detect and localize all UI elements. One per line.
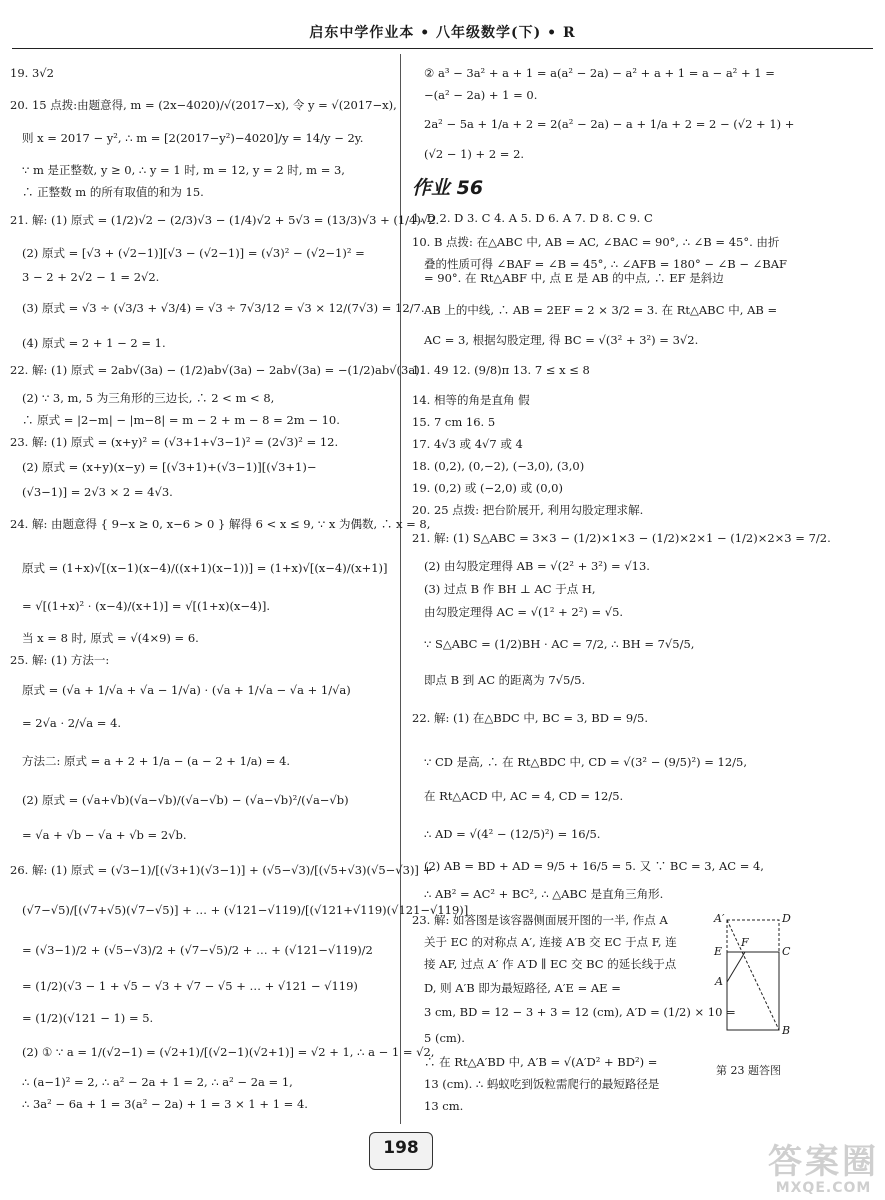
answer-line: (√3−1)] = 2√3 × 2 = 4√3. xyxy=(22,485,173,499)
answer-line: 26. 解: (1) 原式 = (√3−1)/[(√3+1)(√3−1)] + (√5−√3)/[(√5+√3)(√5−√3)] + xyxy=(10,863,433,877)
answer-line: 方法二: 原式 = a + 2 + 1/a − (a − 2 + 1/a) = 4. xyxy=(22,754,291,768)
answer-line: 19. 3√2 xyxy=(10,66,54,80)
answer-line: AB 上的中线, ∴ AB = 2EF = 2 × 3/2 = 3. 在 Rt△ABC 中, AB = xyxy=(424,303,778,317)
answer-line: (2) 原式 = (x+y)(x−y) = [(√3+1)+(√3−1)][(√3+1)− xyxy=(22,460,317,474)
container-rectangle xyxy=(727,952,779,1030)
figure-label: B xyxy=(782,1024,791,1037)
answer-line: = 2√a · 2/√a = 4. xyxy=(22,716,122,730)
answer-line: 接 AF, 过点 A′ 作 A′D ∥ EC 交 BC 的延长线于点 xyxy=(424,957,677,971)
section-title: 作业 56 xyxy=(412,177,484,199)
answer-line: 3 cm, BD = 12 − 3 + 3 = 12 (cm), A′D = (1/2) × 10 = xyxy=(424,1005,736,1019)
answer-line: = (√3−1)/2 + (√5−√3)/2 + (√7−√5)/2 + … + (√121−√119)/2 xyxy=(22,943,373,957)
answer-line: 关于 EC 的对称点 A′, 连接 A′B 交 EC 于点 F, 连 xyxy=(424,935,677,949)
answer-line: 原式 = (√a + 1/√a + √a − 1/√a) · (√a + 1/√a − √a + 1/√a) xyxy=(22,683,351,697)
answer-line: 原式 = (1+x)√[(x−1)(x−4)/((x+1)(x−1))] = (1+x)√[(x−4)/(x+1)] xyxy=(22,561,388,575)
answer-line: (√7−√5)/[(√7+√5)(√7−√5)] + … + (√121−√119)/[(√121+√119)(√121−√119)] xyxy=(22,903,469,917)
answer-line: 24. 解: 由题意得 { 9−x ≥ 0, x−6 > 0 } 解得 6 < x ≤ 9, ∵ x 为偶数, ∴ x = 8, xyxy=(10,517,431,531)
answer-line: 19. (0,2) 或 (−2,0) 或 (0,0) xyxy=(412,481,563,495)
answer-line: (3) 原式 = √3 ÷ (√3/3 + √3/4) = √3 ÷ 7√3/12 = √3 × 12/(7√3) = 12/7. xyxy=(22,301,425,315)
answer-line: 15. 7 cm 16. 5 xyxy=(412,415,496,429)
answer-line: 13 cm. xyxy=(424,1099,464,1113)
figure-label: C xyxy=(782,945,791,958)
running-header: 启东中学作业本 • 八年级数学(下) • R xyxy=(309,25,576,41)
answer-line: (4) 原式 = 2 + 1 − 2 = 1. xyxy=(22,336,166,350)
answer-line: AC = 3, 根据勾股定理, 得 BC = √(3² + 3²) = 3√2. xyxy=(424,333,699,347)
answer-line: 则 x = 2017 − y², ∴ m = [2(2017−y²)−4020]/y = 14/y − 2y. xyxy=(22,131,364,145)
answer-line: 21. 解: (1) S△ABC = 3×3 − (1/2)×1×3 − (1/2)×2×1 − (1/2)×2×3 = 7/2. xyxy=(412,531,831,545)
answer-line: 25. 解: (1) 方法一: xyxy=(10,653,110,667)
answer-line: D, 则 A′B 即为最短路径, A′E = AE = xyxy=(424,981,621,995)
answer-line: 在 Rt△ACD 中, AC = 4, CD = 12/5. xyxy=(424,789,624,803)
answer-line: 5 (cm). xyxy=(424,1031,465,1045)
figure-label: A xyxy=(715,975,723,988)
figure-caption: 第 23 题答图 xyxy=(716,1064,781,1077)
answer-line: (2) AB = BD + AD = 9/5 + 16/5 = 5. 又 ∵ BC = 3, AC = 4, xyxy=(424,859,764,873)
watermark-logo xyxy=(768,1144,879,1196)
answer-line: (2) 由勾股定理得 AB = √(2² + 3²) = √13. xyxy=(424,559,650,573)
answer-line: (3) 过点 B 作 BH ⊥ AC 于点 H, xyxy=(424,582,596,596)
answer-line: 22. 解: (1) 在△BDC 中, BC = 3, BD = 9/5. xyxy=(412,711,649,725)
answer-line: (2) ① ∵ a = 1/(√2−1) = (√2+1)/[(√2−1)(√2+1)] = √2 + 1, ∴ a − 1 = √2, xyxy=(22,1045,435,1059)
answer-line: 1. D 2. D 3. C 4. A 5. D 6. A 7. D 8. C 9. C xyxy=(412,211,653,225)
answer-line: (2) ∵ 3, m, 5 为三角形的三边长, ∴ 2 < m < 8, xyxy=(22,391,275,405)
answer-line: 即点 B 到 AC 的距离为 7√5/5. xyxy=(424,673,586,687)
page-number: 198 xyxy=(369,1132,433,1170)
answer-line: ∵ m 是正整数, y ≥ 0, ∴ y = 1 时, m = 12, y = 2 时, m = 3, xyxy=(22,163,345,177)
answer-line: 23. 解: (1) 原式 = (x+y)² = (√3+1+√3−1)² = (2√3)² = 12. xyxy=(10,435,339,449)
answer-line: 20. 15 点拨:由题意得, m = (2x−4020)/√(2017−x), 令 y = √(2017−x), xyxy=(10,98,397,112)
answer-line: 17. 4√3 或 4√7 或 4 xyxy=(412,437,523,451)
header-rule xyxy=(12,48,873,49)
answer-line: (2) 原式 = [√3 + (√2−1)][√3 − (√2−1)] = (√3)² − (√2−1)² = xyxy=(22,246,365,260)
answer-line: = (1/2)(√121 − 1) = 5. xyxy=(22,1011,154,1025)
figure-label: A′ xyxy=(714,912,725,925)
answer-line: ∴ AB² = AC² + BC², ∴ △ABC 是直角三角形. xyxy=(424,887,664,901)
figure-label: F xyxy=(741,936,749,949)
answer-line: 3 − 2 + 2√2 − 1 = 2√2. xyxy=(22,270,160,284)
answer-line: 10. B 点拨: 在△ABC 中, AB = AC, ∠BAC = 90°, ∴ ∠B = 45°. 由折 xyxy=(412,235,780,249)
answer-line: 14. 相等的角是直角 假 xyxy=(412,393,530,407)
figure-label: E xyxy=(714,945,723,958)
answer-line: ∴ (a−1)² = 2, ∴ a² − 2a + 1 = 2, ∴ a² − 2a = 1, xyxy=(22,1075,293,1089)
path-a-f xyxy=(727,952,745,982)
answer-line: ∴ AD = √(4² − (12/5)²) = 16/5. xyxy=(424,827,601,841)
answer-line: = (1/2)(√3 − 1 + √5 − √3 + √7 − √5 + … + √121 − √119) xyxy=(22,979,358,993)
answer-line: ∵ CD 是高, ∴ 在 Rt△BDC 中, CD = √(3² − (9/5)²) = 12/5, xyxy=(424,755,747,769)
answer-line: 22. 解: (1) 原式 = 2ab√(3a) − (1/2)ab√(3a) − 2ab√(3a) = −(1/2)ab√(3a). xyxy=(10,363,424,377)
answer-line: 20. 25 点拨: 把台阶展开, 利用勾股定理求解. xyxy=(412,503,644,517)
answer-line: ∴ 正整数 m 的所有取值的和为 15. xyxy=(22,185,204,199)
answer-line: 21. 解: (1) 原式 = (1/2)√2 − (2/3)√3 − (1/4)√2 + 5√3 = (13/3)√3 + (1/4)√2. xyxy=(10,213,440,227)
problem-23-figure xyxy=(711,912,799,1112)
answer-line: ∴ 3a² − 6a + 1 = 3(a² − 2a) + 1 = 3 × 1 + 1 = 4. xyxy=(22,1097,308,1111)
answer-line: 23. 解: 如答图是该容器侧面展开图的一半, 作点 A xyxy=(412,913,668,927)
answer-line: 当 x = 8 时, 原式 = √(4×9) = 6. xyxy=(22,631,199,645)
watermark-url: MXQE.COM xyxy=(775,1180,872,1196)
answer-line: ∴ 在 Rt△A′BD 中, A′B = √(A′D² + BD²) = xyxy=(424,1055,658,1069)
figure-label: D xyxy=(782,912,791,925)
answer-line: ∴ 原式 = |2−m| − |m−8| = m − 2 + m − 8 = 2m − 10. xyxy=(22,413,340,427)
answer-line: 11. 49 12. (9/8)π 13. 7 ≤ x ≤ 8 xyxy=(412,363,590,377)
answer-line: 18. (0,2), (0,−2), (−3,0), (3,0) xyxy=(412,459,585,473)
answer-line: 叠的性质可得 ∠BAF = ∠B = 45°, ∴ ∠AFB = 180° − ∠B − ∠BAF = 90°. 在 Rt△ABF 中, 点 E 是 AB 的中点, ∴ EF 是斜边 xyxy=(424,257,788,285)
answer-line: −(a² − 2a) + 1 = 0. xyxy=(424,88,538,102)
answer-line: ∵ S△ABC = (1/2)BH · AC = 7/2, ∴ BH = 7√5/5, xyxy=(424,637,695,651)
watermark-text: 答案圈 xyxy=(768,1142,879,1182)
path-a-prime-b xyxy=(727,920,779,1030)
answer-line: (√2 − 1) + 2 = 2. xyxy=(424,147,525,161)
answer-line: 由勾股定理得 AC = √(1² + 2²) = √5. xyxy=(424,605,624,619)
answer-line: = √[(1+x)² · (x−4)/(x+1)] = √[(1+x)(x−4)]. xyxy=(22,599,271,613)
answer-line: ② a³ − 3a² + a + 1 = a(a² − 2a) − a² + a + 1 = a − a² + 1 = xyxy=(424,66,775,80)
answer-line: = √a + √b − √a + √b = 2√b. xyxy=(22,828,187,842)
answer-line: (2) 原式 = (√a+√b)(√a−√b)/(√a−√b) − (√a−√b)²/(√a−√b) xyxy=(22,793,349,807)
answer-line: 13 (cm). ∴ 蚂蚁吃到饭粒需爬行的最短路径是 xyxy=(424,1077,660,1091)
answer-line: 2a² − 5a + 1/a + 2 = 2(a² − 2a) − a + 1/a + 2 = 2 − (√2 + 1) + xyxy=(424,117,795,131)
